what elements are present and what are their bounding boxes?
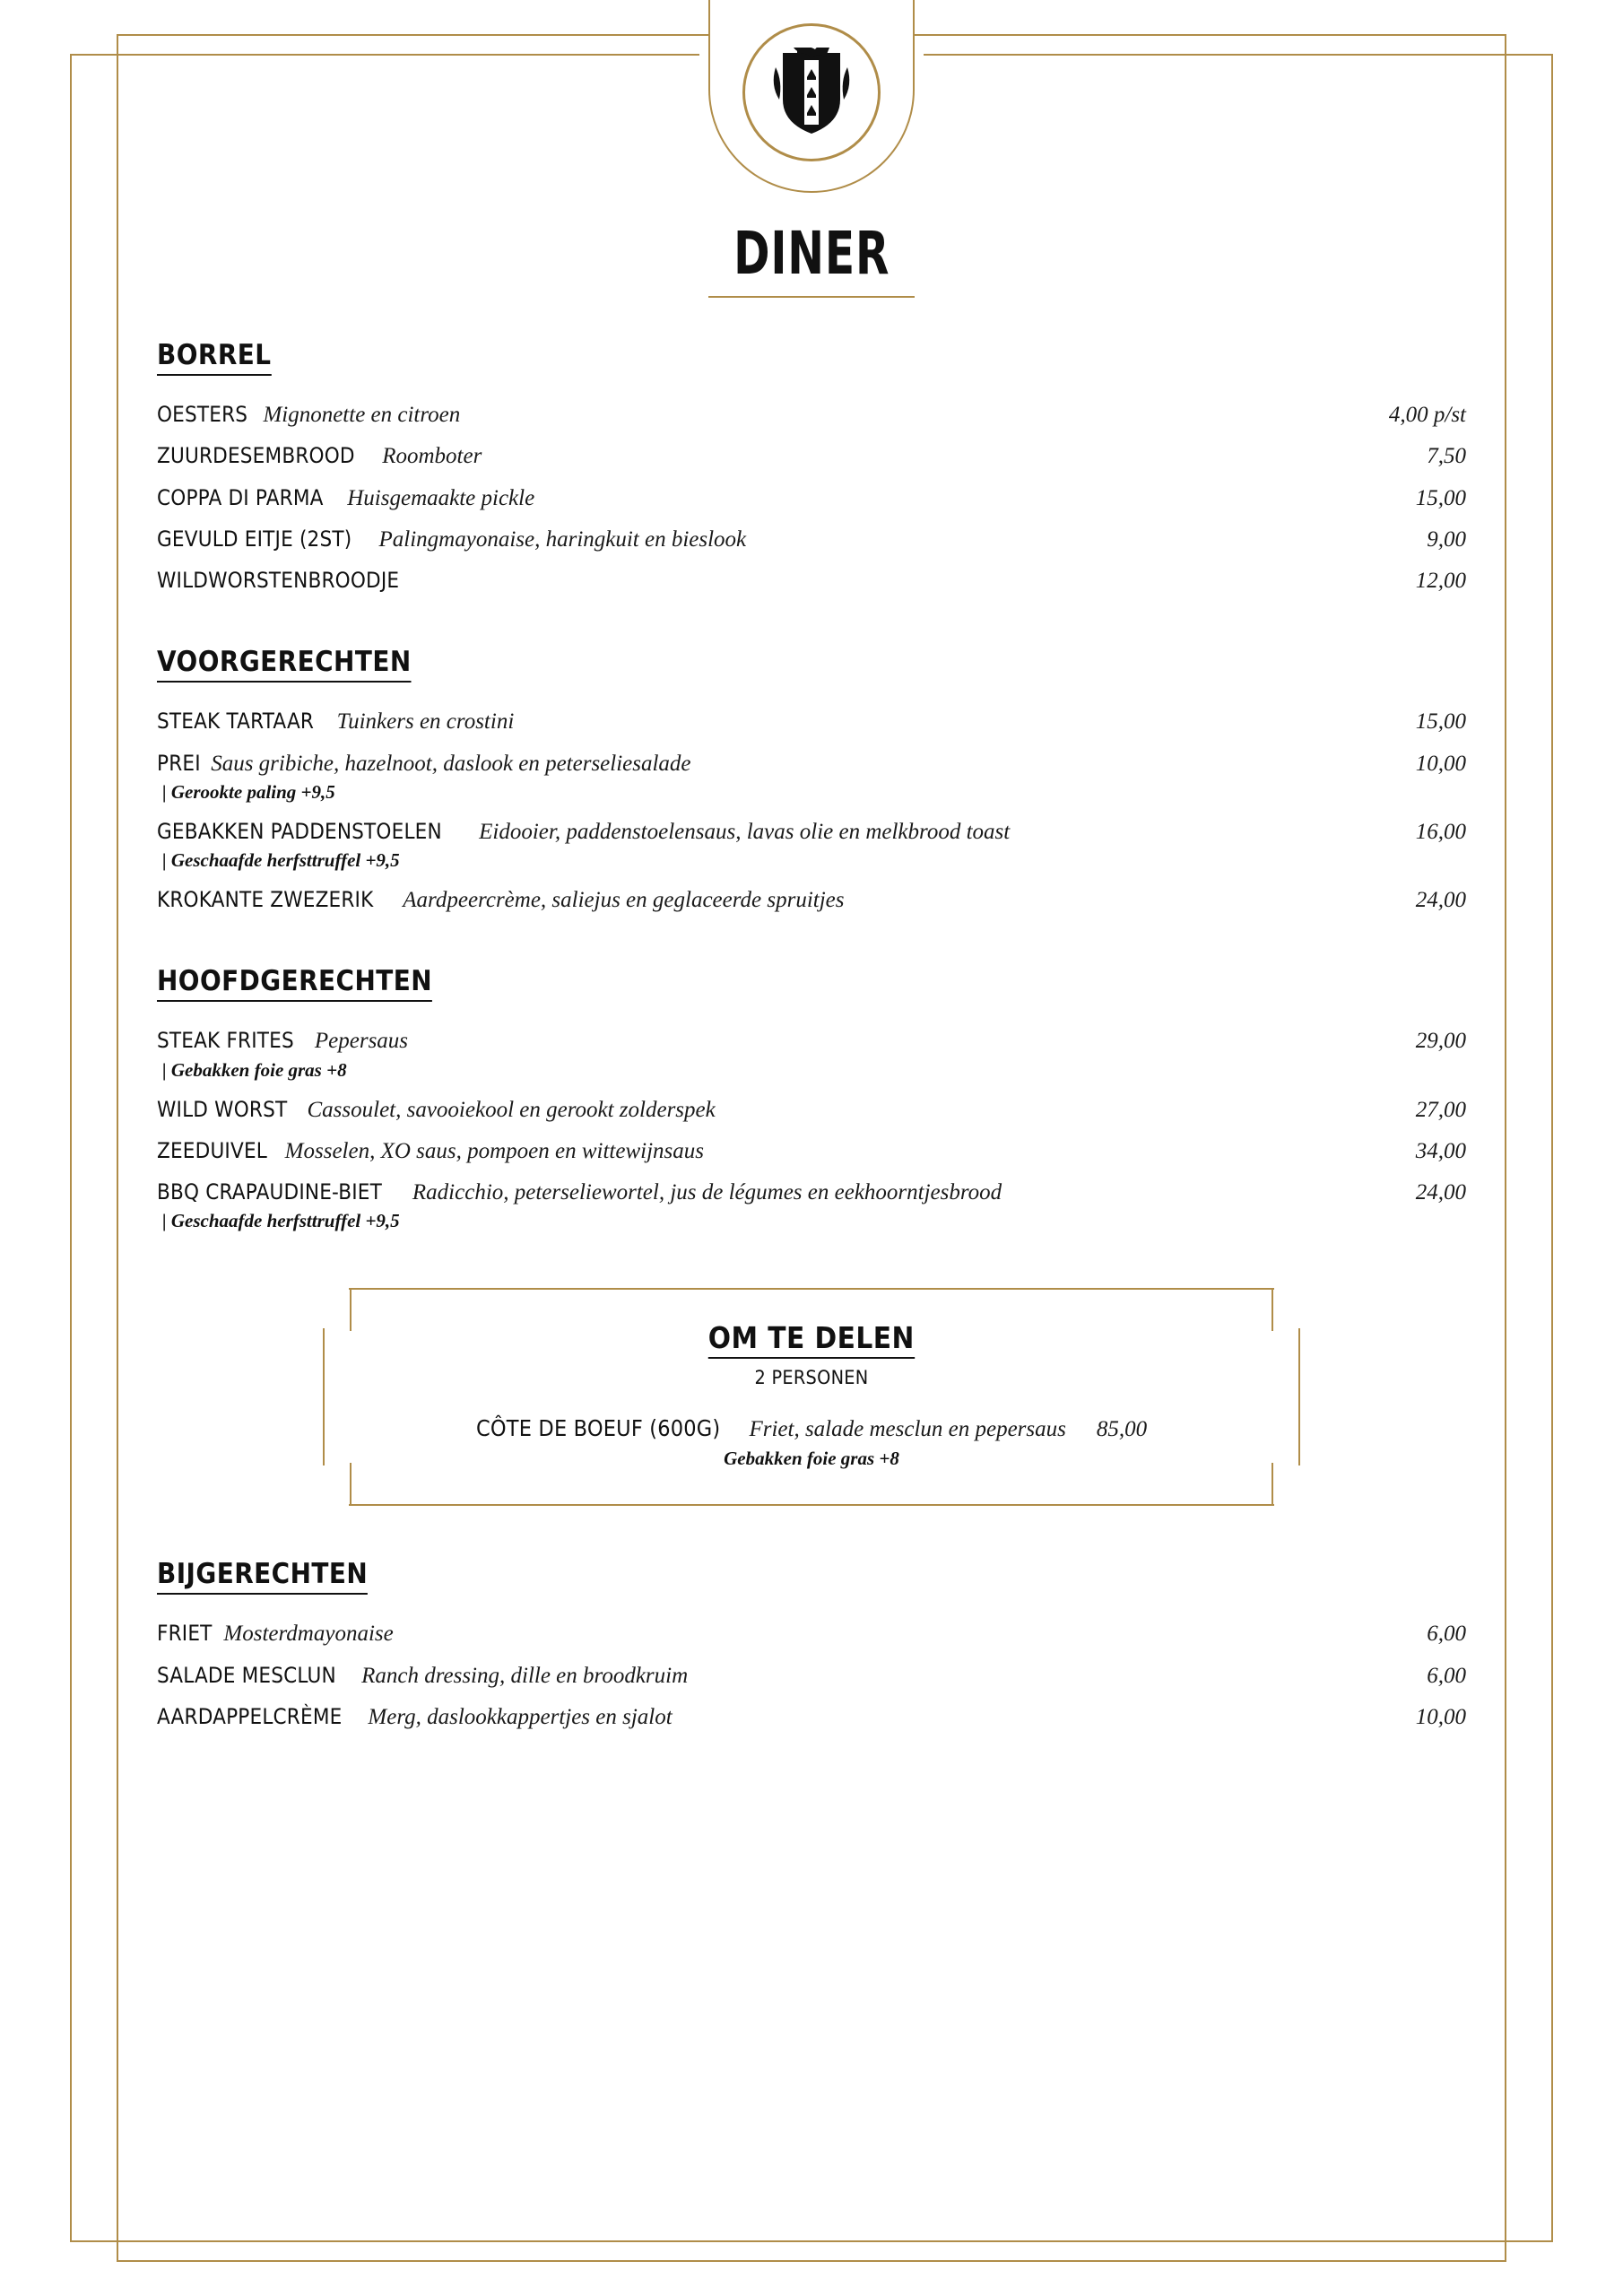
- box-corner-accent: [1245, 1463, 1273, 1506]
- menu-item-text: [157, 524, 1350, 556]
- menu-item-text: [157, 1135, 1350, 1168]
- menu-item: [157, 1701, 1466, 1734]
- menu-item-name: SALADE MESCLUN: [157, 1662, 336, 1688]
- menu-item: [157, 1177, 1466, 1232]
- menu-item-price: 85,00: [1096, 1417, 1148, 1442]
- menu-item-name: BBQ CRAPAUDINE-BIET: [157, 1179, 383, 1205]
- menu-item: [157, 1618, 1466, 1650]
- menu-item-price: 9,00: [1427, 526, 1466, 552]
- menu-item: [157, 884, 1466, 917]
- menu-item-description: Ranch dressing, dille en broodkruim: [361, 1663, 689, 1688]
- box-corner-cut: [1274, 1287, 1301, 1328]
- menu-item-price: 12,00: [1415, 569, 1466, 593]
- menu-item-description: Friet, salade mesclun en pepersaus: [749, 1417, 1066, 1442]
- menu-item-name: OESTERS: [157, 402, 248, 427]
- menu-item-price: 34,00: [1415, 1138, 1466, 1163]
- menu-item: [157, 748, 1466, 804]
- menu-item-name: STEAK FRITES: [157, 1028, 294, 1054]
- menu-item: [157, 1094, 1466, 1126]
- menu-item-price: 6,00: [1427, 1622, 1466, 1647]
- menu-content: [157, 219, 1466, 1782]
- menu-item-price: 15,00: [1415, 485, 1466, 510]
- box-corner-accent: [350, 1463, 378, 1506]
- menu-item-supplement: | Gebakken foie gras +8: [162, 1058, 347, 1081]
- box-corner-cut: [322, 1465, 349, 1507]
- section-voorgerechten: [157, 646, 1466, 917]
- menu-item-name: ZEEDUIVEL: [157, 1137, 267, 1163]
- menu-item-price: 24,00: [1415, 1180, 1466, 1205]
- menu-item-supplement: | Geschaafde herfsttruffel +9,5: [162, 849, 400, 871]
- menu-item-text: [157, 1660, 1350, 1692]
- menu-item-text: [157, 816, 1350, 848]
- menu-item-price: 6,00: [1427, 1663, 1466, 1688]
- menu-item-supplement: | Geschaafde herfsttruffel +9,5: [162, 1210, 400, 1232]
- section-title: BIJGERECHTEN: [157, 1558, 368, 1595]
- menu-item-description: Merg, daslookkappertjes en sjalot: [368, 1704, 673, 1729]
- menu-item-name: FRIET: [157, 1621, 213, 1647]
- box-corner-cut: [1274, 1465, 1301, 1507]
- menu-item: [157, 483, 1466, 515]
- menu-item: [157, 524, 1466, 556]
- menu-item-description: Mignonette en citroen: [263, 403, 461, 427]
- share-subtitle: 2 PERSONEN: [754, 1367, 869, 1389]
- menu-item-name: GEVULD EITJE (2ST): [157, 526, 352, 552]
- section-hoofdgerechten: [157, 965, 1466, 1232]
- menu-item-supplement: | Gerookte paling +9,5: [162, 780, 335, 803]
- menu-item-price: 7,50: [1427, 444, 1466, 469]
- menu-item-description: Tuinkers en crostini: [336, 709, 515, 735]
- menu-item-description: Mosselen, XO saus, pompoen en wittewijnsaus: [284, 1138, 704, 1163]
- menu-item: [157, 565, 1466, 597]
- box-corner-cut: [322, 1287, 349, 1328]
- menu-item: [157, 440, 1466, 473]
- menu-item: [157, 399, 1466, 431]
- section-title: HOOFDGERECHTEN: [157, 965, 432, 1002]
- menu-item-description: Roomboter: [382, 444, 482, 469]
- menu-item-name: GEBAKKEN PADDENSTOELEN: [157, 818, 442, 844]
- amsterdam-coat-of-arms-icon: [770, 48, 853, 137]
- menu-item-name: KROKANTE ZWEZERIK: [157, 887, 374, 912]
- menu-item-name: AARDAPPELCRÈME: [157, 1703, 343, 1729]
- menu-item-price: 4,00 p/st: [1388, 403, 1466, 427]
- menu-item-text: [157, 565, 1350, 597]
- menu-item-text: [157, 748, 1350, 780]
- box-corner-accent: [1245, 1288, 1273, 1331]
- menu-item: [157, 1025, 1466, 1081]
- menu-item-description: Eidooier, paddenstoelensaus, lavas olie en melkbrood toast: [479, 819, 1011, 844]
- menu-item-description: Pepersaus: [314, 1029, 409, 1054]
- menu-item-description: Radicchio, peterseliewortel, jus de légumes en eekhoorntjesbrood: [412, 1180, 1002, 1205]
- menu-item-price: 27,00: [1415, 1097, 1466, 1122]
- section-title: BORREL: [157, 339, 271, 376]
- menu-item-price: 24,00: [1415, 888, 1466, 912]
- box-corner-accent: [350, 1288, 378, 1331]
- menu-item-text: [157, 1701, 1350, 1734]
- menu-item-text: [157, 399, 1350, 431]
- title-underline-rule: [708, 296, 915, 298]
- menu-item-description: Cassoulet, savooiekool en gerookt zolderspek: [307, 1097, 716, 1122]
- menu-item-name: CÔTE DE BOEUF (600G): [475, 1415, 721, 1442]
- menu-item-price: 16,00: [1415, 819, 1466, 844]
- title-block: [157, 219, 1466, 298]
- menu-item: [157, 1135, 1466, 1168]
- share-section: [157, 1288, 1466, 1506]
- share-supplement: Gebakken foie gras +8: [724, 1448, 899, 1470]
- section-bijgerechten: [157, 1558, 1466, 1734]
- menu-item-description: Huisgemaakte pickle: [347, 485, 535, 510]
- menu-item-text: [157, 1618, 1350, 1650]
- menu-item: [157, 1660, 1466, 1692]
- share-menu-item: [360, 1415, 1263, 1442]
- share-title: OM TE DELEN: [708, 1320, 915, 1359]
- menu-item-price: 29,00: [1415, 1029, 1466, 1054]
- menu-item-text: [157, 1094, 1350, 1126]
- menu-item-description: Saus gribiche, hazelnoot, daslook en peterseliesalade: [211, 751, 691, 776]
- menu-item-price: 15,00: [1415, 709, 1466, 735]
- menu-item-text: [157, 483, 1350, 515]
- menu-item-text: [157, 884, 1350, 917]
- section-title: VOORGERECHTEN: [157, 646, 412, 683]
- menu-item: [157, 816, 1466, 872]
- menu-item-text: [157, 1177, 1350, 1209]
- section-borrel: [157, 339, 1466, 597]
- menu-item-name: ZUURDESEMBROOD: [157, 443, 355, 469]
- page-title: DINER: [733, 219, 890, 288]
- menu-item-name: WILD WORST: [157, 1096, 288, 1122]
- menu-item-name: COPPA DI PARMA: [157, 484, 324, 510]
- menu-item-name: WILDWORSTENBROODJE: [157, 568, 400, 593]
- menu-item-price: 10,00: [1415, 1704, 1466, 1729]
- menu-item-name: STEAK TARTAAR: [157, 709, 315, 735]
- menu-item-description: Palingmayonaise, haringkuit en bieslook: [378, 526, 747, 552]
- menu-item-name: PREI: [157, 750, 201, 776]
- menu-item-text: [157, 706, 1350, 738]
- menu-item-price: 10,00: [1415, 751, 1466, 776]
- menu-item-text: [157, 440, 1350, 473]
- menu-item-text: [157, 1025, 1350, 1057]
- menu-item: [157, 706, 1466, 738]
- menu-item-description: Mosterdmayonaise: [223, 1622, 394, 1647]
- menu-item-description: Aardpeercrème, saliejus en geglaceerde spruitjes: [403, 888, 845, 912]
- share-box: [323, 1288, 1300, 1506]
- crest-circle: [742, 23, 881, 161]
